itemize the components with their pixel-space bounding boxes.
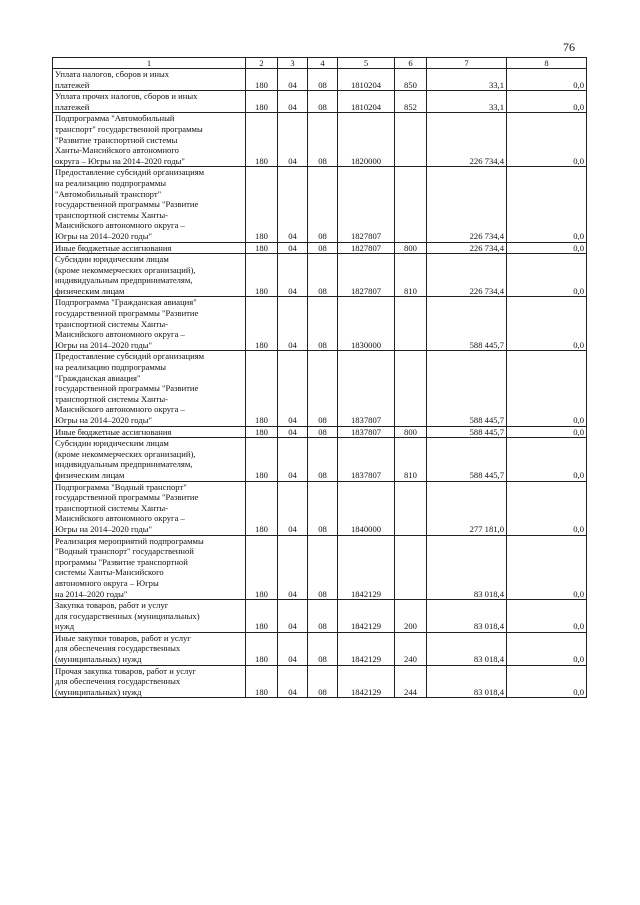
amount-cell: 277 181,0 [427, 481, 507, 535]
expense-type-cell: 800 [395, 242, 427, 254]
subsection-code-cell: 08 [308, 91, 338, 113]
amount-cell: 0,0 [507, 535, 587, 600]
table-row [53, 91, 587, 113]
amount-cell: 588 445,7 [427, 297, 507, 351]
target-article-cell: 1837807 [338, 438, 395, 481]
row-name-cell: Реализация мероприятий подпрограммы "Водный транспорт" государственной программы "Развитие транспортной системы Ханты-Мансийского автономного округа – Югры на 2014–2020 годы" [53, 535, 246, 600]
admin-code-cell: 180 [246, 297, 278, 351]
amount-cell: 0,0 [507, 254, 587, 297]
table-row [53, 426, 587, 438]
target-article-cell: 1840000 [338, 481, 395, 535]
target-article-cell: 1827807 [338, 167, 395, 242]
admin-code-cell: 180 [246, 254, 278, 297]
expense-type-cell [395, 297, 427, 351]
amount-cell: 0,0 [507, 69, 587, 91]
table-row [53, 481, 587, 535]
amount-cell: 588 445,7 [427, 426, 507, 438]
target-article-cell: 1820000 [338, 113, 395, 167]
target-article-cell: 1837807 [338, 426, 395, 438]
expense-type-cell: 810 [395, 438, 427, 481]
amount-cell: 226 734,4 [427, 167, 507, 242]
subsection-code-cell: 08 [308, 113, 338, 167]
target-article-cell: 1830000 [338, 297, 395, 351]
target-article-cell: 1827807 [338, 242, 395, 254]
amount-cell: 0,0 [507, 632, 587, 665]
admin-code-cell: 180 [246, 535, 278, 600]
amount-cell: 33,1 [427, 91, 507, 113]
target-article-cell: 1842129 [338, 632, 395, 665]
section-code-cell: 04 [278, 242, 308, 254]
expense-type-cell: 800 [395, 426, 427, 438]
subsection-code-cell: 08 [308, 438, 338, 481]
row-name-cell: Подпрограмма "Водный транспорт" государственной программы "Развитие транспортной системы Ханты- Мансийского автономного округа – Югры на 2014–2020 годы" [53, 481, 246, 535]
amount-cell: 0,0 [507, 113, 587, 167]
page-number: 76 [563, 40, 575, 54]
row-name-cell: Предоставление субсидий организациям на реализацию подпрограммы "Гражданская авиация" государственной программы "Развитие транспортной системы Ханты- Мансийского автономного округа – Югры на 2014–2020 годы" [53, 351, 246, 426]
subsection-code-cell: 08 [308, 632, 338, 665]
admin-code-cell: 180 [246, 242, 278, 254]
table-body [53, 69, 587, 698]
expense-type-cell: 244 [395, 665, 427, 698]
amount-cell: 0,0 [507, 438, 587, 481]
subsection-code-cell: 08 [308, 426, 338, 438]
expense-type-cell: 200 [395, 600, 427, 633]
section-code-cell: 04 [278, 113, 308, 167]
admin-code-cell: 180 [246, 167, 278, 242]
row-name-cell: Иные бюджетные ассигнования [53, 242, 246, 254]
admin-code-cell: 180 [246, 665, 278, 698]
admin-code-cell: 180 [246, 600, 278, 633]
expense-type-cell [395, 481, 427, 535]
section-code-cell: 04 [278, 297, 308, 351]
row-name-cell: Подпрограмма "Гражданская авиация" государственной программы "Развитие транспортной системы Ханты- Мансийского автономного округа – Югры на 2014–2020 годы" [53, 297, 246, 351]
row-name-cell: Уплата прочих налогов, сборов и иных платежей [53, 91, 246, 113]
column-header: 7 [427, 58, 507, 69]
column-header: 5 [338, 58, 395, 69]
expense-type-cell: 810 [395, 254, 427, 297]
expense-type-cell [395, 535, 427, 600]
amount-cell: 83 018,4 [427, 600, 507, 633]
section-code-cell: 04 [278, 254, 308, 297]
table-row [53, 297, 587, 351]
target-article-cell: 1810204 [338, 69, 395, 91]
row-name-cell: Закупка товаров, работ и услуг для государственных (муниципальных) нужд [53, 600, 246, 633]
row-name-cell: Прочая закупка товаров, работ и услуг для обеспечения государственных (муниципальных) нужд [53, 665, 246, 698]
table-row [53, 351, 587, 426]
table-row [53, 632, 587, 665]
column-header: 4 [308, 58, 338, 69]
target-article-cell: 1842129 [338, 665, 395, 698]
row-name-cell: Подпрограмма "Автомобильный транспорт" государственной программы "Развитие транспортной системы Ханты-Мансийского автономного округа – Югры на 2014–2020 годы" [53, 113, 246, 167]
table-row [53, 69, 587, 91]
table-row [53, 254, 587, 297]
section-code-cell: 04 [278, 481, 308, 535]
section-code-cell: 04 [278, 426, 308, 438]
amount-cell: 0,0 [507, 351, 587, 426]
expense-type-cell [395, 167, 427, 242]
amount-cell: 226 734,4 [427, 254, 507, 297]
expense-type-cell: 852 [395, 91, 427, 113]
table-row [53, 242, 587, 254]
budget-table [52, 57, 587, 698]
column-header: 3 [278, 58, 308, 69]
table-row [53, 167, 587, 242]
row-name-cell: Предоставление субсидий организациям на реализацию подпрограммы "Автомобильный транспорт" государственной программы "Развитие транспортной системы Ханты- Мансийского автономного округа – Югры на 2014–2020 годы" [53, 167, 246, 242]
amount-cell: 0,0 [507, 297, 587, 351]
subsection-code-cell: 08 [308, 254, 338, 297]
subsection-code-cell: 08 [308, 297, 338, 351]
column-header: 6 [395, 58, 427, 69]
table-row [53, 113, 587, 167]
row-name-cell: Иные закупки товаров, работ и услуг для обеспечения государственных (муниципальных) нужд [53, 632, 246, 665]
section-code-cell: 04 [278, 69, 308, 91]
row-name-cell: Иные бюджетные ассигнования [53, 426, 246, 438]
target-article-cell: 1827807 [338, 254, 395, 297]
amount-cell: 33,1 [427, 69, 507, 91]
expense-type-cell [395, 351, 427, 426]
row-name-cell: Субсидии юридическим лицам (кроме некоммерческих организаций), индивидуальным предпринимателям, физическим лицам [53, 438, 246, 481]
admin-code-cell: 180 [246, 113, 278, 167]
amount-cell: 226 734,4 [427, 113, 507, 167]
table-row [53, 665, 587, 698]
row-name-cell: Уплата налогов, сборов и иных платежей [53, 69, 246, 91]
target-article-cell: 1810204 [338, 91, 395, 113]
table-row [53, 535, 587, 600]
amount-cell: 0,0 [507, 167, 587, 242]
section-code-cell: 04 [278, 632, 308, 665]
amount-cell: 0,0 [507, 91, 587, 113]
section-code-cell: 04 [278, 167, 308, 242]
table-row [53, 438, 587, 481]
subsection-code-cell: 08 [308, 665, 338, 698]
expense-type-cell [395, 113, 427, 167]
section-code-cell: 04 [278, 535, 308, 600]
expense-type-cell: 850 [395, 69, 427, 91]
amount-cell: 0,0 [507, 600, 587, 633]
admin-code-cell: 180 [246, 481, 278, 535]
section-code-cell: 04 [278, 351, 308, 426]
target-article-cell: 1837807 [338, 351, 395, 426]
section-code-cell: 04 [278, 91, 308, 113]
amount-cell: 226 734,4 [427, 242, 507, 254]
amount-cell: 0,0 [507, 481, 587, 535]
target-article-cell: 1842129 [338, 535, 395, 600]
column-header: 8 [507, 58, 587, 69]
section-code-cell: 04 [278, 438, 308, 481]
subsection-code-cell: 08 [308, 600, 338, 633]
expense-type-cell: 240 [395, 632, 427, 665]
subsection-code-cell: 08 [308, 69, 338, 91]
row-name-cell: Субсидии юридическим лицам (кроме некоммерческих организаций), индивидуальным предпринимателям, физическим лицам [53, 254, 246, 297]
table-row [53, 600, 587, 633]
amount-cell: 0,0 [507, 242, 587, 254]
amount-cell: 0,0 [507, 665, 587, 698]
column-header: 2 [246, 58, 278, 69]
section-code-cell: 04 [278, 665, 308, 698]
target-article-cell: 1842129 [338, 600, 395, 633]
admin-code-cell: 180 [246, 91, 278, 113]
subsection-code-cell: 08 [308, 351, 338, 426]
admin-code-cell: 180 [246, 351, 278, 426]
amount-cell: 83 018,4 [427, 665, 507, 698]
amount-cell: 588 445,7 [427, 438, 507, 481]
admin-code-cell: 180 [246, 438, 278, 481]
admin-code-cell: 180 [246, 426, 278, 438]
amount-cell: 0,0 [507, 426, 587, 438]
header-row [53, 58, 587, 69]
admin-code-cell: 180 [246, 69, 278, 91]
amount-cell: 83 018,4 [427, 632, 507, 665]
admin-code-cell: 180 [246, 632, 278, 665]
subsection-code-cell: 08 [308, 167, 338, 242]
column-header: 1 [53, 58, 246, 69]
subsection-code-cell: 08 [308, 242, 338, 254]
subsection-code-cell: 08 [308, 535, 338, 600]
amount-cell: 588 445,7 [427, 351, 507, 426]
amount-cell: 83 018,4 [427, 535, 507, 600]
section-code-cell: 04 [278, 600, 308, 633]
subsection-code-cell: 08 [308, 481, 338, 535]
